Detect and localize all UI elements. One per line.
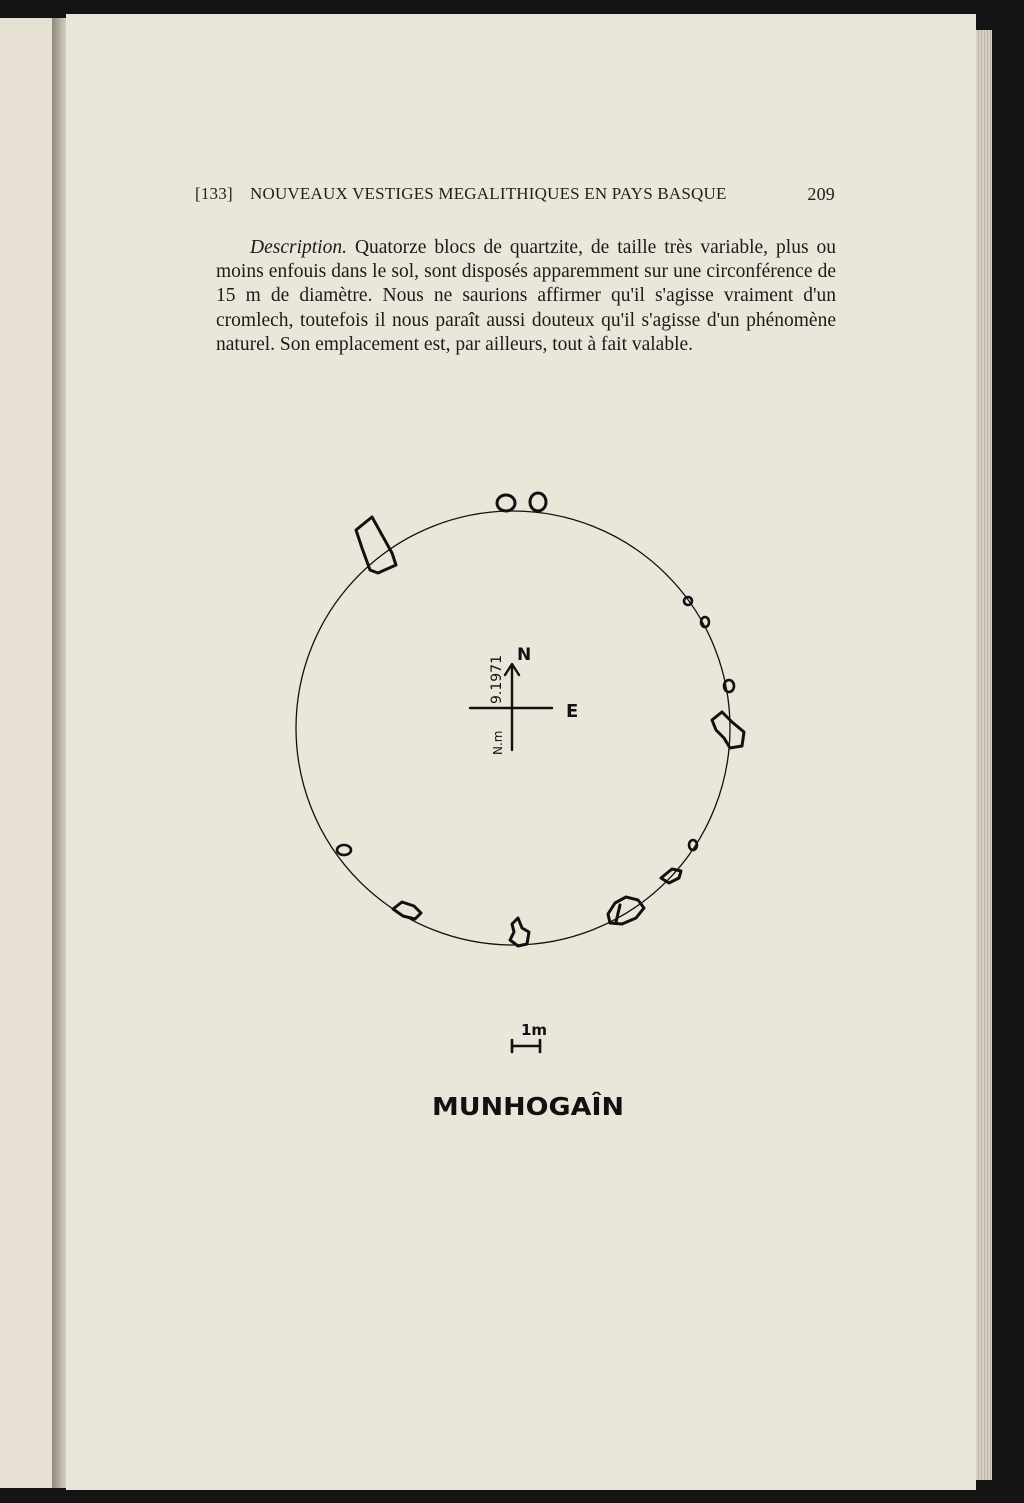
scale-label: 1m (521, 1021, 548, 1039)
surveyor-initials: N.m (491, 730, 505, 755)
north-label: N (517, 645, 532, 665)
stone-13 (337, 845, 351, 855)
stone-2 (497, 495, 515, 511)
page-number: 209 (807, 184, 835, 204)
site-name: MUNHOGAÎN (432, 1092, 624, 1121)
survey-date-note: 9.1971 (489, 655, 505, 704)
chapter-number: [133] (195, 184, 233, 203)
running-title: NOUVEAUX VESTIGES MEGALITHIQUES EN PAYS BASQUE (250, 184, 727, 203)
stone-3 (530, 493, 546, 511)
stone-12 (393, 902, 421, 919)
stone-7 (712, 712, 744, 748)
stone-11 (510, 918, 529, 946)
paragraph-text: Quatorze blocs de quartzite, de taille très variable, plus ou moins enfouis dans le sol, sont disposés apparemment sur une circonférence de 15 m de diamètre. Nous ne saurions affirmer qu'il s'agisse vraiment d'un cromlech, toutefois il nous paraît aussi douteux qu'il s'agisse d'un phénomène naturel. Son emplacement est, par ailleurs, tout à fait valable. (216, 237, 836, 355)
stone-4 (684, 597, 692, 605)
paragraph-lead: Description. (250, 237, 347, 258)
stone-1 (356, 517, 396, 573)
east-label: E (566, 701, 579, 722)
